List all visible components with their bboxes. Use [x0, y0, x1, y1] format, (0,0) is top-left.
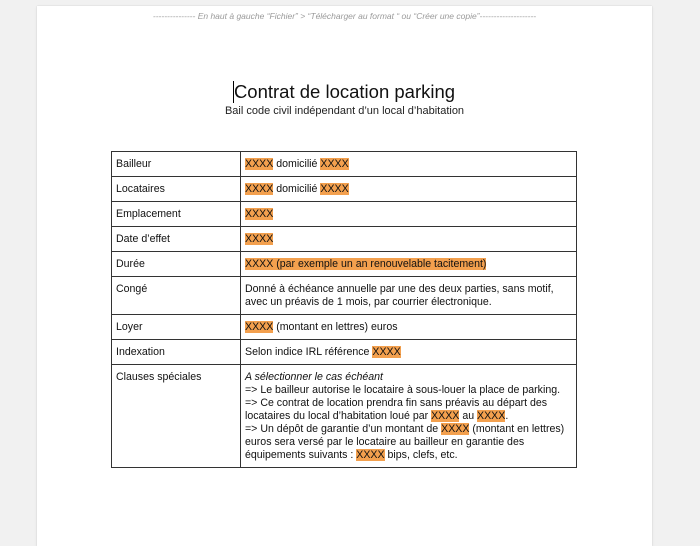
value-text: domicilié	[273, 158, 321, 170]
table-row	[112, 277, 577, 315]
clause-end	[245, 397, 572, 423]
instructions-line: --------------- En haut à gauche “Fichier” > “Télécharger au format “ ou “Créer une copie”--------------------	[152, 11, 537, 21]
value-text: Selon indice IRL référence	[245, 346, 373, 358]
row-value[interactable]	[241, 252, 577, 277]
placeholder-highlight: XXXX	[245, 158, 274, 170]
table-row	[112, 177, 577, 202]
table-row	[112, 152, 577, 177]
row-value[interactable]: Donné à échéance annuelle par une des deux parties, sans motif, avec un préavis de 1 mois, par courrier électronique.	[241, 277, 577, 315]
clause-deposit	[245, 423, 572, 462]
value-text: => Un dépôt de garantie d’un montant de	[245, 423, 442, 435]
value-text: .	[505, 410, 509, 422]
document-title[interactable]: Contrat de location parking	[233, 81, 456, 102]
value-text: au	[459, 410, 478, 422]
value-text: domicilié	[273, 183, 321, 195]
clause-sublet: => Le bailleur autorise le locataire à sous-louer la place de parking.	[245, 384, 561, 396]
placeholder-highlight: XXXX	[245, 321, 274, 333]
table-row	[112, 315, 577, 340]
clauses-intro: A sélectionner le cas échéant	[245, 371, 383, 383]
table-row	[112, 340, 577, 365]
row-value[interactable]	[241, 152, 577, 177]
document-page	[37, 6, 652, 546]
placeholder-highlight: XXXX	[245, 208, 274, 220]
table-row	[112, 202, 577, 227]
row-value[interactable]	[241, 315, 577, 340]
placeholder-highlight: XXXX	[441, 423, 470, 435]
placeholder-highlight: XXXX (par exemple un an renouvelable tacitement)	[245, 258, 487, 270]
placeholder-highlight: XXXX	[320, 158, 349, 170]
value-text: (montant en lettres) euros	[273, 321, 398, 333]
placeholder-highlight: XXXX	[245, 183, 274, 195]
value-text: bips, clefs, etc.	[384, 449, 458, 461]
row-label[interactable]: Date d’effet	[112, 227, 241, 252]
row-value[interactable]	[241, 177, 577, 202]
placeholder-highlight: XXXX	[356, 449, 385, 461]
row-label[interactable]: Durée	[112, 252, 241, 277]
row-label[interactable]: Loyer	[112, 315, 241, 340]
table-row	[112, 365, 577, 468]
row-label[interactable]: Congé	[112, 277, 241, 315]
value-text: => Ce contrat de location prendra fin sans préavis au départ des locataires du local d’habitation loué par	[245, 397, 548, 422]
row-value[interactable]	[241, 365, 577, 468]
row-label[interactable]: Emplacement	[112, 202, 241, 227]
row-value[interactable]	[241, 340, 577, 365]
table-row	[112, 252, 577, 277]
row-value[interactable]	[241, 202, 577, 227]
placeholder-highlight: XXXX	[245, 233, 274, 245]
row-label[interactable]: Locataires	[112, 177, 241, 202]
row-label[interactable]: Indexation	[112, 340, 241, 365]
contract-table	[111, 151, 577, 468]
document-subtitle[interactable]: Bail code civil indépendant d’un local d’habitation	[224, 105, 465, 117]
placeholder-highlight: XXXX	[320, 183, 349, 195]
table-row	[112, 227, 577, 252]
row-value[interactable]	[241, 227, 577, 252]
value-text: (montant en lettres) euros sera versé par le locataire au bailleur en garantie des équipements suivants :	[245, 423, 565, 461]
row-label[interactable]: Clauses spéciales	[112, 365, 241, 468]
placeholder-highlight: XXXX	[372, 346, 401, 358]
row-label[interactable]: Bailleur	[112, 152, 241, 177]
placeholder-highlight: XXXX	[431, 410, 460, 422]
placeholder-highlight: XXXX	[477, 410, 506, 422]
